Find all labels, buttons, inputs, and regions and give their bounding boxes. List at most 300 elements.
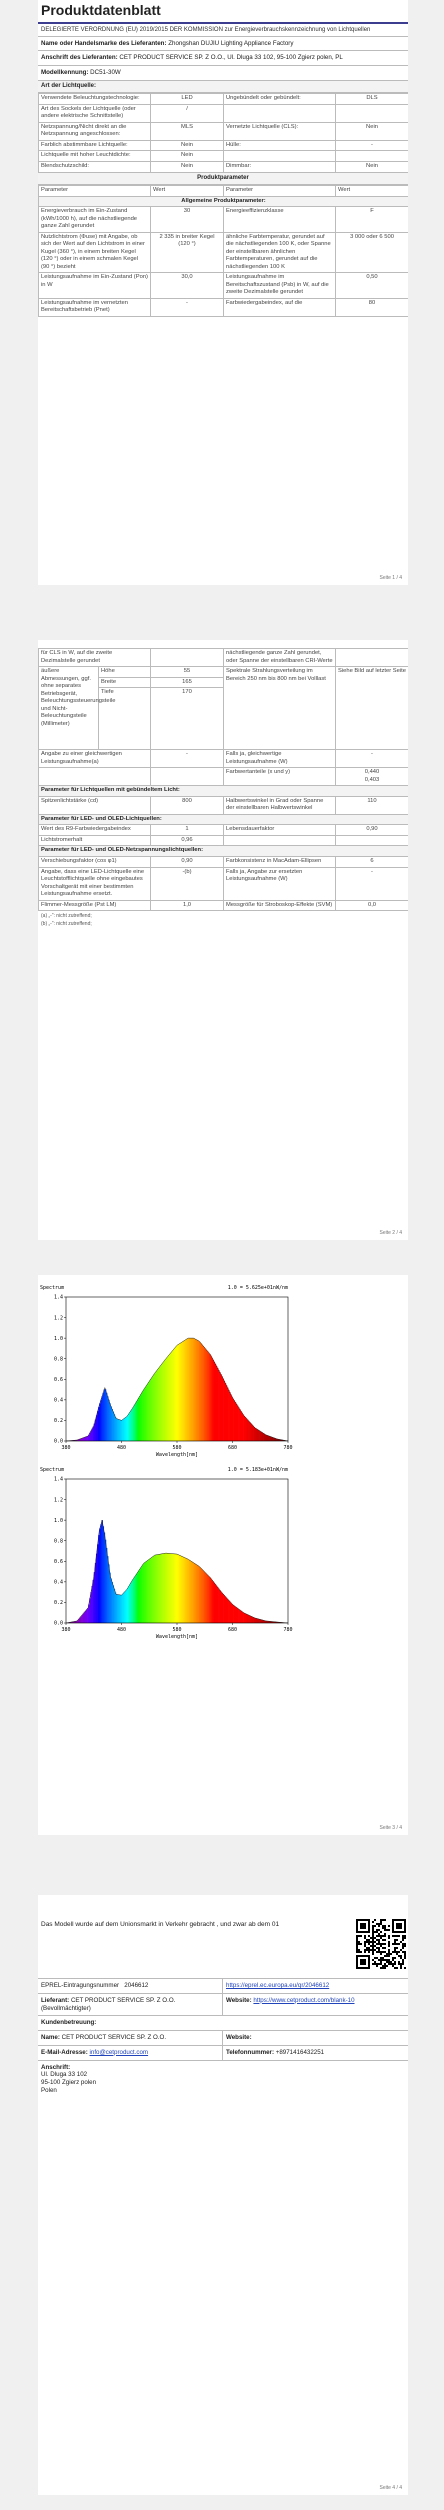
- table-row: [39, 104, 409, 122]
- qr-module: [400, 1957, 402, 1959]
- qr-module: [374, 1931, 376, 1933]
- qr-module: [368, 1939, 370, 1941]
- qr-module: [388, 1951, 390, 1953]
- param-name: Farbwiedergabeindex, auf die: [224, 298, 336, 316]
- address-label: Anschrift des Lieferanten:: [41, 54, 118, 62]
- param-value: 0,90: [336, 825, 409, 836]
- qr-module: [382, 1967, 384, 1969]
- phone-label: Telefonnummer:: [226, 2048, 275, 2056]
- y-tick-label: 1.2: [53, 1315, 63, 1322]
- table-row: [39, 835, 409, 846]
- qr-module: [382, 1951, 384, 1953]
- param-value: 6: [336, 856, 409, 867]
- table-row: [39, 140, 409, 151]
- qr-module: [388, 1961, 390, 1963]
- eprel-link[interactable]: https://eprel.ec.europa.eu/qr/2046612: [226, 1982, 330, 1989]
- mains-section-header: Parameter für LED- und OLED-Netzspannungslichtquellen:: [39, 846, 409, 857]
- chart-xlabel: Wavelength[nm]: [155, 1452, 199, 1458]
- qr-module: [360, 1935, 362, 1937]
- qr-module: [376, 1939, 378, 1941]
- qr-module: [366, 1947, 368, 1949]
- qr-module: [376, 1929, 378, 1931]
- qr-module: [384, 1943, 386, 1945]
- qr-module: [396, 1947, 398, 1949]
- email-row: [38, 2046, 408, 2061]
- qr-module: [380, 1959, 382, 1961]
- x-tick-label: 580: [172, 1627, 182, 1633]
- qr-module: [388, 1949, 390, 1951]
- table-row: [39, 122, 409, 140]
- qr-module: [394, 1939, 396, 1941]
- qr-module: [382, 1925, 384, 1927]
- qr-module: [404, 1955, 406, 1957]
- qr-module: [386, 1961, 388, 1963]
- y-tick-label: 0.0: [53, 1620, 63, 1627]
- param-value: Nein: [336, 122, 409, 140]
- param-value: Nein: [336, 161, 409, 172]
- qr-module: [366, 1939, 368, 1941]
- param-name: Lebensdauerfaktor: [224, 825, 336, 836]
- qr-module: [356, 1947, 358, 1949]
- qr-module: [396, 1967, 398, 1969]
- qr-module: [404, 1937, 406, 1939]
- qr-module: [378, 1925, 380, 1927]
- qr-module: [394, 1961, 396, 1963]
- qr-module: [380, 1945, 382, 1947]
- qr-module: [370, 1937, 372, 1939]
- param-value: 80: [336, 298, 409, 316]
- qr-module: [372, 1947, 374, 1949]
- dimensions-label: äußere Abmessungen, ggf. ohne separates Betriebsgerät, Beleuchtungssteuerungsteile und Nicht-Beleuchtungsteile (Millimeter): [39, 667, 99, 750]
- spectrum-chart-1-svg: [38, 1281, 298, 1461]
- table-row: [39, 900, 409, 911]
- x-tick-label: 680: [227, 1445, 238, 1451]
- qr-module: [378, 1963, 380, 1965]
- y-tick-label: 0.2: [53, 1418, 63, 1425]
- dimension-value: 165: [151, 677, 224, 688]
- qr-module: [372, 1953, 374, 1955]
- qr-module: [400, 1955, 402, 1957]
- param-name: Angabe, dass eine LED-Lichtquelle eine Leuchtstofflichtquelle ohne eingebautes Vorschaltgerät mit einer bestimmten Leistungsaufnahme ersetzt.: [39, 867, 151, 900]
- qr-module: [398, 1955, 400, 1957]
- qr-module: [366, 1941, 368, 1943]
- qr-module: [388, 1935, 390, 1937]
- param-name: Falls ja, Angabe zur ersetzten Leistungsaufnahme (W): [224, 867, 336, 900]
- qr-module: [388, 1953, 390, 1955]
- qr-module: [394, 1943, 396, 1945]
- qr-module: [384, 1965, 386, 1967]
- website-label: Website:: [226, 1996, 252, 2004]
- x-tick-label: 680: [227, 1627, 238, 1633]
- qr-module: [368, 1947, 370, 1949]
- footnote-a: (a) „-“: nicht zutreffend;: [41, 913, 92, 920]
- qr-module: [358, 1935, 360, 1937]
- param-value: 0,96: [151, 835, 224, 846]
- qr-module: [400, 1965, 402, 1967]
- table-row: [39, 94, 409, 105]
- qr-module: [392, 1963, 394, 1965]
- param-value: -: [151, 750, 224, 768]
- qr-module: [372, 1945, 374, 1947]
- qr-module: [386, 1959, 388, 1961]
- qr-module: [404, 1943, 406, 1945]
- param-value: -(b): [151, 867, 224, 900]
- page-1: [38, 0, 408, 585]
- chart-ylabel: Spectrum: [40, 1467, 65, 1473]
- qr-module: [372, 1931, 374, 1933]
- param-name: Netzspannung/Nicht direkt an die Netzspannung angeschlossen:: [39, 122, 151, 140]
- qr-module: [384, 1929, 386, 1931]
- qr-module: [382, 1947, 384, 1949]
- qr-module: [374, 1925, 376, 1927]
- qr-module: [388, 1945, 390, 1947]
- address-label: Anschrift:: [41, 2063, 71, 2071]
- param-name: Leistungsaufnahme im Bereitschaftszustand (Psb) in W, auf die zweite Dezimalstelle gerundet: [224, 273, 336, 299]
- y-tick-label: 1.4: [53, 1476, 63, 1483]
- qr-module: [382, 1965, 384, 1967]
- param-value: [151, 768, 224, 786]
- qr-module: [380, 1963, 382, 1965]
- address-block: [38, 2061, 408, 2098]
- table-row: [39, 667, 409, 678]
- qr-module: [390, 1953, 392, 1955]
- qr-module: [396, 1951, 398, 1953]
- qr-module: [370, 1941, 372, 1943]
- qr-module: [390, 1961, 392, 1963]
- qr-module: [364, 1949, 366, 1951]
- param-name: Messgröße für Stroboskop-Effekte (SVM): [224, 900, 336, 911]
- qr-module: [380, 1967, 382, 1969]
- y-tick-label: 0.6: [53, 1558, 63, 1565]
- qr-module: [358, 1943, 360, 1945]
- qr-module: [402, 1963, 404, 1965]
- params-header-cell: Wert: [151, 186, 224, 197]
- qr-finder-core: [360, 1923, 366, 1929]
- chart-title: 1.0 = 5.183e+01nW/nm: [227, 1467, 288, 1473]
- qr-module: [392, 1943, 394, 1945]
- qr-module: [404, 1957, 406, 1959]
- qr-module: [374, 1957, 376, 1959]
- y-tick-label: 1.0: [53, 1517, 63, 1524]
- y-tick-label: 0.2: [53, 1600, 63, 1607]
- qr-module: [376, 1957, 378, 1959]
- param-name: Lichtquelle mit hoher Leuchtdichte:: [39, 151, 151, 162]
- qr-module: [372, 1951, 374, 1953]
- qr-module: [374, 1961, 376, 1963]
- page-3: [38, 1275, 408, 1835]
- qr-module: [396, 1935, 398, 1937]
- qr-module: [392, 1959, 394, 1961]
- qr-module: [372, 1921, 374, 1923]
- qr-module: [378, 1935, 380, 1937]
- param-name: Flimmer-Messgröße (Pst LM): [39, 900, 151, 911]
- param-value: LED: [151, 94, 224, 105]
- y-tick-label: 0.0: [53, 1438, 63, 1445]
- x-tick-label: 480: [116, 1445, 127, 1451]
- qr-module: [372, 1939, 374, 1941]
- model-label: Modellkennung:: [41, 69, 89, 76]
- qr-module: [356, 1943, 358, 1945]
- qr-module: [368, 1949, 370, 1951]
- param-name: Art des Sockels der Lichtquelle (oder andere elektrische Schnittstelle): [39, 104, 151, 122]
- qr-module: [382, 1927, 384, 1929]
- qr-module: [402, 1961, 404, 1963]
- qr-module: [384, 1967, 386, 1969]
- qr-module: [360, 1951, 362, 1953]
- qr-module: [368, 1935, 370, 1937]
- param-value: [336, 151, 409, 162]
- params-header-row: [39, 186, 409, 197]
- param-name: Ungebündelt oder gebündelt:: [224, 94, 336, 105]
- qr-module: [388, 1959, 390, 1961]
- dimension-name: Breite: [99, 677, 151, 688]
- qr-module: [374, 1963, 376, 1965]
- qr-module: [376, 1951, 378, 1953]
- param-name: Spitzenlichtstärke (cd): [39, 796, 151, 814]
- param-value: 30,0: [151, 273, 224, 299]
- qr-module: [372, 1959, 374, 1961]
- qr-module: [396, 1939, 398, 1941]
- param-value: F: [336, 207, 409, 233]
- eprel-label: EPREL-Eintragungsnummer: [41, 1982, 120, 1989]
- x-tick-label: 380: [61, 1445, 71, 1451]
- qr-module: [384, 1951, 386, 1953]
- qr-module: [378, 1943, 380, 1945]
- qr-module: [356, 1945, 358, 1947]
- table-row: [39, 273, 409, 299]
- qr-module: [384, 1925, 386, 1927]
- param-name: Hülle:: [224, 140, 336, 151]
- y-tick-label: 1.0: [53, 1335, 63, 1342]
- param-name: Nutzlichtstrom (Φuse) mit Angabe, ob sich der Wert auf den Lichtstrom in einer Kugel (360 °), in einem breiten Kegel (120 °) oder in einem schmalen Kegel (90 °) bezieht: [39, 232, 151, 273]
- qr-module: [360, 1943, 362, 1945]
- param-value: -: [151, 298, 224, 316]
- qr-module: [386, 1929, 388, 1931]
- qr-module: [388, 1963, 390, 1965]
- dimension-value: 170: [151, 688, 224, 750]
- qr-module: [376, 1943, 378, 1945]
- qr-module: [376, 1965, 378, 1967]
- address-line: Ul. Dluga 33 102: [41, 2071, 88, 2079]
- qr-module: [374, 1937, 376, 1939]
- params-section-header: Produktparameter: [38, 173, 408, 186]
- qr-module: [386, 1955, 388, 1957]
- table-row: [39, 796, 409, 814]
- qr-module: [404, 1935, 406, 1937]
- qr-module: [372, 1925, 374, 1927]
- qr-module: [380, 1961, 382, 1963]
- x-tick-label: 480: [116, 1627, 127, 1633]
- qr-module: [384, 1955, 386, 1957]
- param-value: 0,440 0,403: [336, 768, 409, 786]
- qr-module: [394, 1935, 396, 1937]
- spectrum-chart-2: [38, 1463, 298, 1643]
- qr-code-icon[interactable]: [356, 1919, 406, 1969]
- trademark-row: [38, 37, 408, 52]
- param-value: MLS: [151, 122, 224, 140]
- table-row: [39, 207, 409, 233]
- website-link[interactable]: https://www.cetproduct.com/blank-10: [253, 1996, 355, 2004]
- supplier-value: CET PRODUCT SERVICE SP. Z O.O. (Bevollmächtigter): [41, 1996, 176, 2012]
- page-number: Seite 3 / 4: [379, 1824, 402, 1831]
- supplier-label: Lieferant:: [41, 1996, 70, 2004]
- qr-module: [356, 1939, 358, 1941]
- page-number: Seite 4 / 4: [379, 2484, 402, 2491]
- page-2: [38, 640, 408, 1240]
- qr-module: [380, 1957, 382, 1959]
- qr-module: [356, 1949, 358, 1951]
- qr-module: [378, 1947, 380, 1949]
- qr-module: [372, 1963, 374, 1965]
- qr-module: [366, 1949, 368, 1951]
- y-tick-label: 0.8: [53, 1356, 63, 1363]
- market-intro: [38, 1915, 408, 1979]
- qr-finder-core: [396, 1923, 402, 1929]
- qr-module: [372, 1943, 374, 1945]
- param-name: ähnliche Farbtemperatur, gerundet auf die nächstliegenden 100 K, oder Spanne der einstellbaren ähnlichen Farbtemperaturen, gerundet auf die nächstliegenden 100 K: [224, 232, 336, 273]
- qr-module: [396, 1953, 398, 1955]
- address-line: Polen: [41, 2086, 57, 2094]
- qr-module: [402, 1959, 404, 1961]
- qr-module: [382, 1959, 384, 1961]
- spectrum-chart-1: [38, 1281, 298, 1461]
- address-value: CET PRODUCT SERVICE SP. Z O.O., Ul. Dluga 33 102, 95-100 Zgierz polen, PL: [119, 54, 343, 62]
- qr-module: [392, 1935, 394, 1937]
- param-value: Nein: [151, 151, 224, 162]
- eprel-value: 2046612: [124, 1982, 149, 1989]
- qr-module: [372, 1941, 374, 1943]
- qr-module: [358, 1949, 360, 1951]
- qr-module: [402, 1945, 404, 1947]
- qr-module: [358, 1941, 360, 1943]
- x-tick-label: 780: [283, 1627, 293, 1633]
- param-name: Verschiebungsfaktor (cos φ1): [39, 856, 151, 867]
- spectral-value: Siehe Bild auf letzter Seite: [336, 667, 409, 750]
- qr-module: [382, 1957, 384, 1959]
- qr-module: [394, 1957, 396, 1959]
- y-tick-label: 0.4: [53, 1579, 63, 1586]
- regulation-subtitle: DELEGIERTE VERORDNUNG (EU) 2019/2015 DER KOMMISSION zur Energieverbrauchskennzeichnung von Lichtquellen: [38, 26, 408, 37]
- dimension-value: 55: [151, 667, 224, 678]
- qr-module: [394, 1967, 396, 1969]
- trademark-label: Name oder Handelsmarke des Lieferanten:: [41, 39, 167, 47]
- page-title: Produktdatenblatt: [41, 2, 161, 18]
- qr-module: [388, 1937, 390, 1939]
- customer-section-label: Kundenbetreuung:: [41, 2019, 97, 2027]
- customer-section-header: [38, 2016, 408, 2031]
- qr-module: [386, 1953, 388, 1955]
- address-row: [38, 51, 408, 66]
- qr-module: [404, 1953, 406, 1955]
- model-row: [38, 66, 408, 81]
- qr-module: [364, 1945, 366, 1947]
- param-name: Wert des R9-Farbwiedergabeindex: [39, 825, 151, 836]
- qr-module: [378, 1929, 380, 1931]
- table-row: [39, 151, 409, 162]
- param-name: Farbwertanteile (x und y): [224, 768, 336, 786]
- qr-module: [400, 1941, 402, 1943]
- qr-module: [400, 1949, 402, 1951]
- qr-module: [392, 1965, 394, 1967]
- param-name: Verwendete Beleuchtungstechnologie:: [39, 94, 151, 105]
- qr-module: [378, 1951, 380, 1953]
- qr-module: [356, 1941, 358, 1943]
- type-section-header: Art der Lichtquelle:: [38, 81, 408, 94]
- spectrum-chart-2-svg: [38, 1463, 298, 1643]
- param-value: 800: [151, 796, 224, 814]
- contact-box: [38, 1915, 408, 2098]
- qr-module: [400, 1963, 402, 1965]
- param-value: 110: [336, 796, 409, 814]
- qr-module: [392, 1951, 394, 1953]
- website2-label: Website:: [226, 2034, 252, 2041]
- qr-module: [382, 1919, 384, 1921]
- param-name: Farblich abstimmbare Lichtquelle:: [39, 140, 151, 151]
- qr-module: [402, 1947, 404, 1949]
- qr-module: [378, 1923, 380, 1925]
- param-value: 30: [151, 207, 224, 233]
- qr-module: [380, 1931, 382, 1933]
- qr-module: [374, 1919, 376, 1921]
- qr-module: [384, 1935, 386, 1937]
- param-value: Nein: [151, 140, 224, 151]
- qr-module: [388, 1925, 390, 1927]
- qr-module: [382, 1939, 384, 1941]
- qr-module: [368, 1943, 370, 1945]
- chart-title: 1.0 = 5.625e+01nW/nm: [227, 1285, 288, 1291]
- directional-section-header: Parameter für Lichtquellen mit gebündeltem Licht:: [39, 786, 409, 797]
- qr-module: [364, 1935, 366, 1937]
- email-link[interactable]: info@cetproduct.com: [89, 2048, 149, 2056]
- table-row: [39, 232, 409, 273]
- qr-module: [374, 1941, 376, 1943]
- qr-module: [388, 1955, 390, 1957]
- qr-module: [376, 1935, 378, 1937]
- trademark-value: Zhongshan DUJIU Lighting Appliance Factory: [168, 39, 294, 47]
- qr-module: [376, 1947, 378, 1949]
- page-4: [38, 1895, 408, 2495]
- name-row: [38, 2031, 408, 2046]
- market-intro-text: Das Modell wurde auf dem Unionsmarkt in Verkehr gebracht , und zwar ab dem 01: [41, 1921, 280, 1928]
- param-name: [224, 835, 336, 846]
- qr-module: [402, 1937, 404, 1939]
- model-value: DC51-30W: [90, 69, 121, 76]
- qr-module: [384, 1959, 386, 1961]
- param-name: [224, 151, 336, 162]
- param-value: [151, 649, 224, 667]
- qr-finder-core: [360, 1959, 366, 1965]
- param-name: Energieeffizienzklasse: [224, 207, 336, 233]
- table-row: [39, 856, 409, 867]
- led-section-header: Parameter für LED- und OLED-Lichtquellen:: [39, 814, 409, 825]
- params-header-cell: Parameter: [224, 186, 336, 197]
- qr-module: [378, 1949, 380, 1951]
- param-name: für CLS in W, auf die zweite Dezimalstelle gerundet: [39, 649, 151, 667]
- qr-module: [404, 1945, 406, 1947]
- qr-module: [372, 1933, 374, 1935]
- qr-module: [394, 1949, 396, 1951]
- qr-module: [364, 1937, 366, 1939]
- qr-module: [378, 1941, 380, 1943]
- qr-module: [390, 1963, 392, 1965]
- y-tick-label: 1.4: [53, 1294, 63, 1301]
- general-section-header: Allgemeine Produktparameter:: [39, 196, 409, 207]
- x-tick-label: 380: [61, 1627, 71, 1633]
- qr-module: [398, 1935, 400, 1937]
- param-name: Leistungsaufnahme im Ein-Zustand (Pon) in W: [39, 273, 151, 299]
- type-table: [38, 93, 408, 172]
- qr-module: [356, 1937, 358, 1939]
